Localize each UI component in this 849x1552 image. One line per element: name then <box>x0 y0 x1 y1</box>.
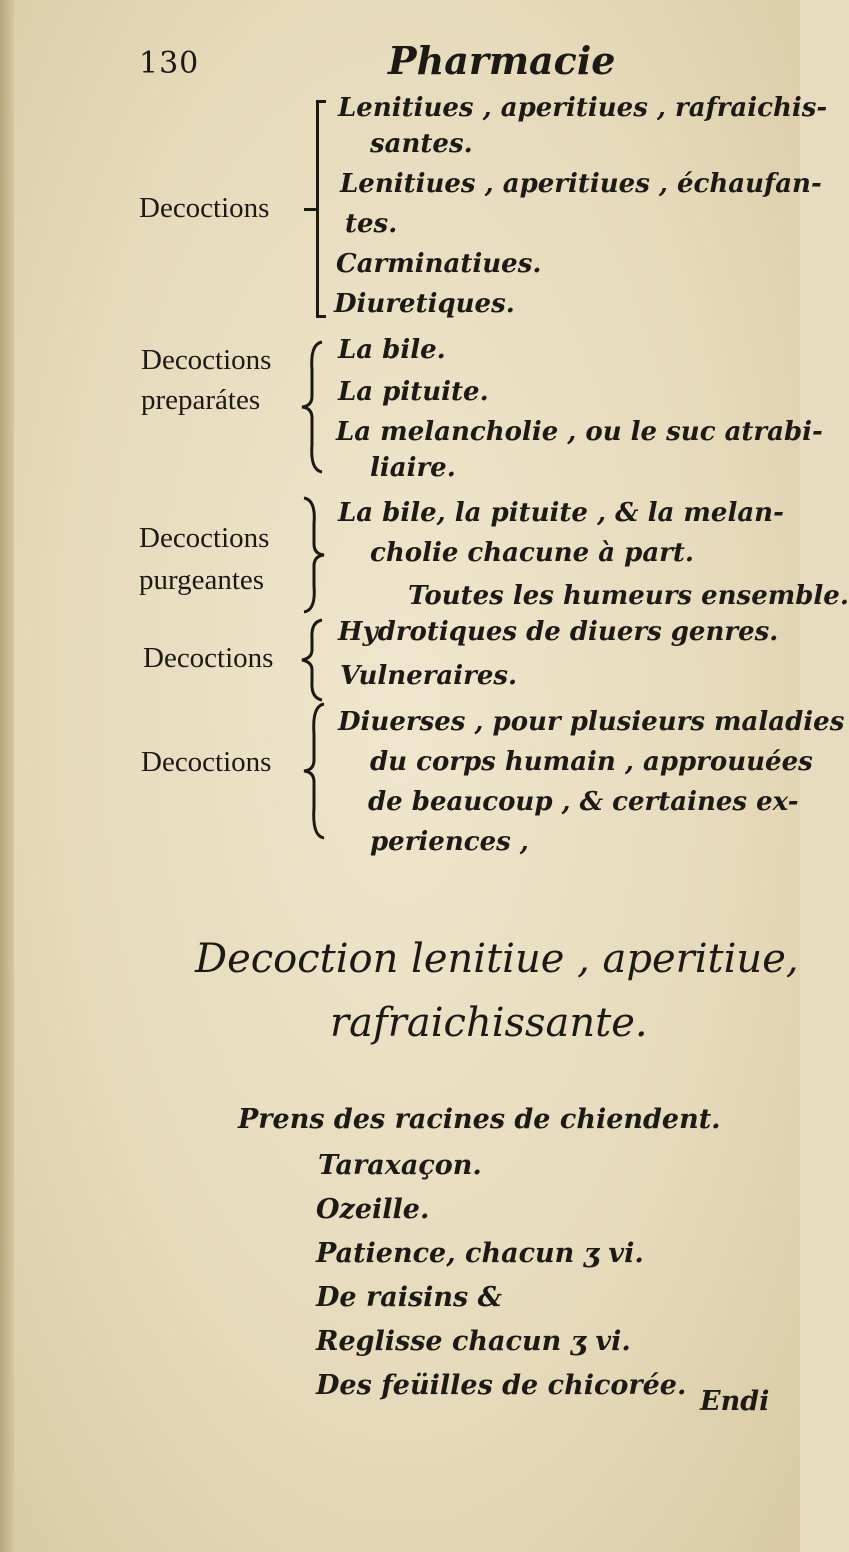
group-5-item: de beaucoup , & certaines ex- <box>368 787 799 817</box>
recipe-line: Prens des racines de chiendent. <box>238 1104 721 1135</box>
group-1-label: Decoctions <box>139 192 270 224</box>
group-2-item: liaire. <box>370 453 456 483</box>
group-5-brace <box>300 702 330 840</box>
group-2-brace <box>298 340 328 474</box>
group-3-item: cholie chacune à part. <box>370 538 694 568</box>
catchword: Endi <box>700 1386 770 1417</box>
page-gutter <box>0 0 14 1552</box>
recipe-line: Patience, chacun ʒ vi. <box>316 1238 644 1269</box>
group-3-item: La bile, la pituite , & la melan- <box>338 498 784 528</box>
page-number: 130 <box>139 46 200 81</box>
group-1-bracket <box>316 100 319 318</box>
section-heading: rafraichissante. <box>330 1000 648 1046</box>
group-3-label: purgeantes <box>139 564 265 596</box>
group-2-label: Decoctions <box>141 344 272 376</box>
bracket-bottom-tick <box>316 315 326 318</box>
recipe-line: Taraxaçon. <box>318 1150 482 1181</box>
group-5-label: Decoctions <box>141 746 272 778</box>
group-4-brace <box>298 618 328 702</box>
bracket-point <box>304 208 316 211</box>
recipe-line: Ozeille. <box>316 1194 430 1225</box>
group-1-item: tes. <box>345 209 398 239</box>
group-1-item: santes. <box>370 129 473 159</box>
group-1-item: Diuretiques. <box>334 289 515 319</box>
group-3-item: Toutes les humeurs ensemble. <box>408 581 849 611</box>
group-3-brace <box>298 496 328 614</box>
bracket-top-tick <box>316 100 326 103</box>
group-3-label: Decoctions <box>139 522 270 554</box>
recipe-line: Des feüilles de chicorée. <box>316 1370 687 1401</box>
group-2-label: preparátes <box>141 384 261 416</box>
recipe-line: De raisins & <box>316 1282 503 1313</box>
running-head: Pharmacie <box>388 38 616 83</box>
group-5-item: du corps humain , approuuées <box>370 747 813 777</box>
group-1-item: Carminatiues. <box>336 249 542 279</box>
section-heading: Decoction lenitiue , aperitiue, <box>195 936 799 982</box>
recipe-line: Reglisse chacun ʒ vi. <box>316 1326 631 1357</box>
group-2-item: La melancholie , ou le suc atrabi- <box>336 417 823 447</box>
group-4-label: Decoctions <box>143 642 274 674</box>
group-2-item: La bile. <box>338 335 446 365</box>
group-5-item: Diuerses , pour plusieurs maladies <box>338 707 845 737</box>
group-2-item: La pituite. <box>338 377 489 407</box>
group-1-item: Lenitiues , aperitiues , échaufan- <box>340 169 822 199</box>
group-1-item: Lenitiues , aperitiues , rafraichis- <box>338 93 828 123</box>
group-4-item: Hydrotiques de diuers genres. <box>338 617 779 647</box>
group-4-item: Vulneraires. <box>340 661 518 691</box>
group-5-item: periences , <box>370 827 529 857</box>
